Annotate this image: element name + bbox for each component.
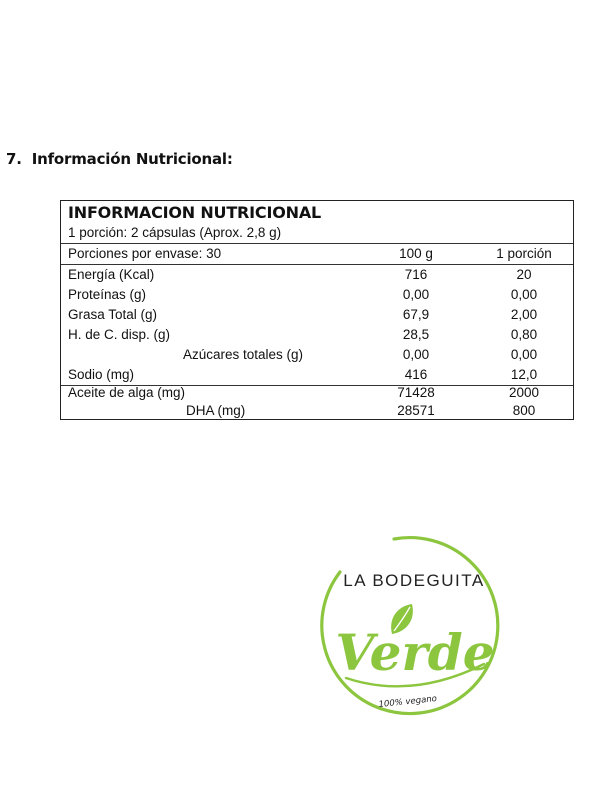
nutrition-table-title: INFORMACION NUTRICIONAL (68, 203, 321, 222)
section-number: 7. (6, 150, 22, 168)
row-value-portion: 2000 (508, 385, 540, 400)
row-value-portion: 0,00 (510, 347, 538, 362)
serving-size-row (61, 223, 573, 243)
row-value-100g: 0,00 (402, 347, 430, 362)
table-row (61, 265, 573, 285)
row-label: DHA (mg) (186, 403, 246, 418)
row-value-100g: 67,9 (402, 307, 430, 322)
row-value-100g: 28571 (397, 403, 435, 418)
row-value-100g: 0,00 (402, 287, 430, 302)
row-label: Sodio (mg) (68, 367, 135, 382)
row-value-portion: 12,0 (510, 367, 538, 382)
section-heading (6, 150, 233, 168)
table-row (61, 305, 573, 325)
column-header-100g: 100 g (399, 246, 433, 261)
logo-script-text: Verde (335, 623, 495, 682)
la-bodeguita-verde-logo (312, 528, 508, 724)
servings-per-pack: Porciones por envase: 30 (68, 246, 222, 261)
logo-tagline: 100% vegano (378, 693, 438, 711)
logo-top-text: LA BODEGUITA (343, 571, 485, 590)
row-label: Proteínas (g) (68, 287, 147, 302)
nutrition-table (60, 200, 574, 420)
row-value-100g: 416 (404, 367, 428, 382)
table-row (61, 345, 573, 365)
header-row (61, 244, 573, 264)
table-row (61, 325, 573, 345)
table-row (61, 365, 573, 385)
row-label: Energía (Kcal) (68, 267, 155, 282)
row-label: Grasa Total (g) (68, 307, 158, 322)
table-row (61, 383, 573, 403)
table-row (61, 285, 573, 305)
serving-size: 1 porción: 2 cápsulas (Aprox. 2,8 g) (68, 225, 282, 240)
row-value-portion: 0,00 (510, 287, 538, 302)
row-value-portion: 800 (512, 403, 536, 418)
row-value-100g: 28,5 (402, 327, 430, 342)
row-value-100g: 716 (404, 267, 428, 282)
table-row (61, 401, 573, 421)
row-value-portion: 20 (516, 267, 532, 282)
column-header-portion: 1 porción (496, 246, 552, 261)
row-label: Aceite de alga (mg) (68, 385, 186, 400)
row-value-portion: 0,80 (510, 327, 538, 342)
section-title: Información Nutricional: (31, 150, 233, 168)
row-label: Azúcares totales (g) (183, 347, 304, 362)
row-label: H. de C. disp. (g) (68, 327, 171, 342)
row-value-portion: 2,00 (510, 307, 538, 322)
row-value-100g: 71428 (397, 385, 435, 400)
